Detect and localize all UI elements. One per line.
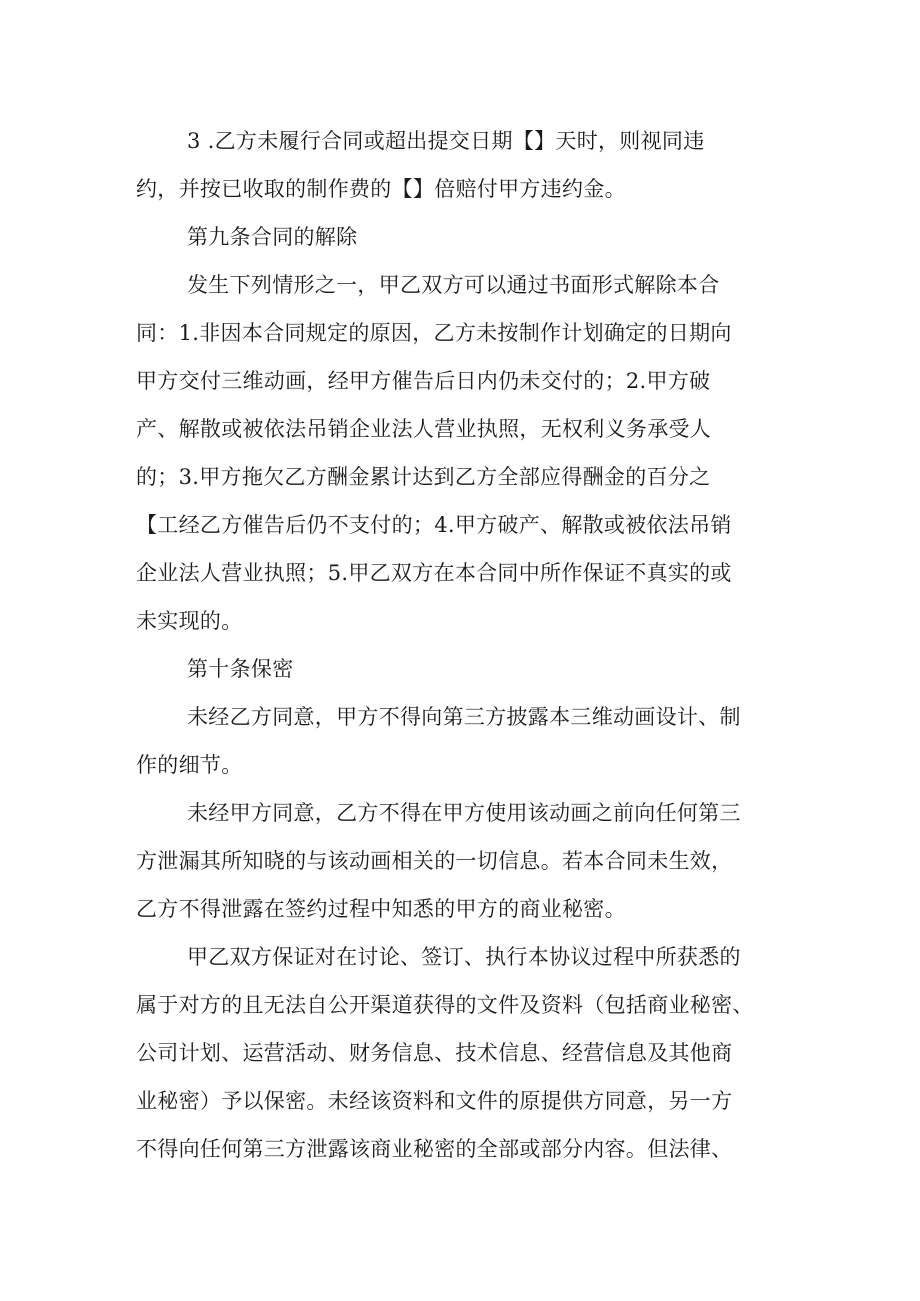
text-line: 不得向任何第三方泄露该商业秘密的全部或部分内容。但法律、 (136, 1137, 733, 1161)
text-line: 业秘密）予以保密。未经该资料和文件的原提供方同意，另一方 (136, 1089, 733, 1113)
text-line: 3 .乙方未履行合同或超出提交日期【】天时，则视同违 (187, 129, 705, 153)
text-line: 未经乙方同意，甲方不得向第三方披露本三维动画设计、制 (187, 705, 741, 729)
text-line: 【工经乙方催告后仍不支付的；4.甲方破产、解散或被依法吊销 (136, 513, 732, 537)
text-line: 企业法人营业执照；5.甲乙双方在本合同中所作保证不真实的或 (136, 561, 732, 585)
text-line: 属于对方的且无法自公开渠道获得的文件及资料（包括商业秘密、 (136, 993, 754, 1017)
text-line: 作的细节。 (136, 753, 243, 777)
text-line: 未实现的。 (136, 609, 243, 633)
text-line: 未经甲方同意，乙方不得在甲方使用该动画之前向任何第三 (187, 801, 741, 825)
text-line: 的；3.甲方拖欠乙方酬金累计达到乙方全部应得酬金的百分之 (136, 465, 711, 489)
text-line: 甲乙双方保证对在讨论、签订、执行本协议过程中所获悉的 (187, 945, 741, 969)
text-line: 甲方交付三维动画，经甲方催告后日内仍未交付的；2.甲方破 (136, 369, 711, 393)
text-line: 约，并按已收取的制作费的【】倍赔付甲方违约金。 (136, 177, 626, 201)
text-line: 方泄漏其所知晓的与该动画相关的一切信息。若本合同未生效， (136, 849, 733, 873)
section-heading-9: 第九条合同的解除 (187, 225, 358, 249)
text-line: 产、解散或被依法吊销企业法人营业执照，无权利义务承受人 (136, 417, 712, 441)
text-line: 同：1.非因本合同规定的原因，乙方未按制作计划确定的日期向 (136, 321, 732, 345)
text-line: 乙方不得泄露在签约过程中知悉的甲方的商业秘密。 (136, 897, 626, 921)
section-heading-10: 第十条保密 (187, 657, 294, 681)
text-line: 发生下列情形之一，甲乙双方可以通过书面形式解除本合 (187, 273, 720, 297)
text-line: 公司计划、运营活动、财务信息、技术信息、经营信息及其他商 (136, 1041, 733, 1065)
